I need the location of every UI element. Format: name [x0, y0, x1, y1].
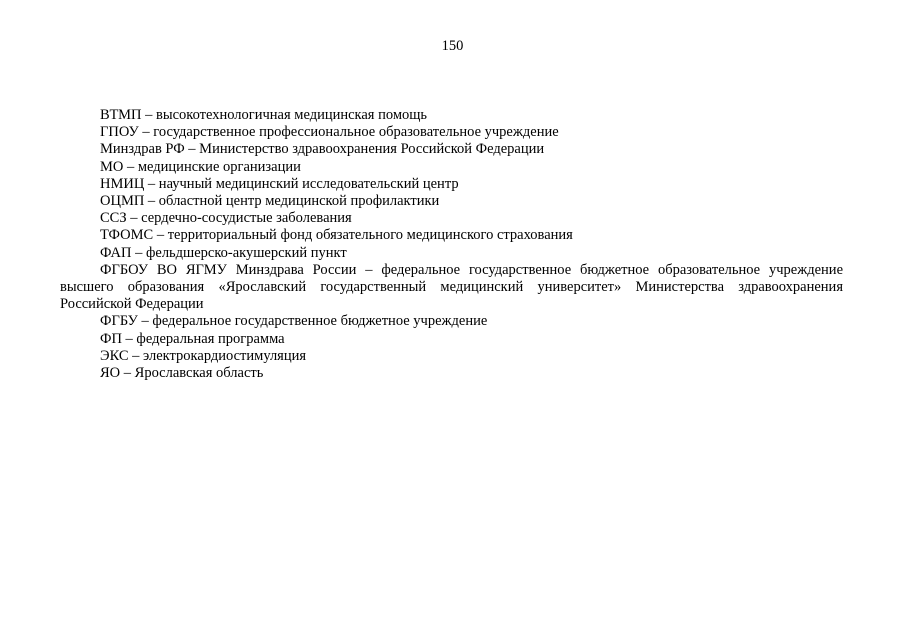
abbreviation-fgbu: ФГБУ – федеральное государственное бюджетное учреждение — [100, 313, 488, 330]
page-number: 150 — [441, 38, 464, 54]
abbreviation-minzdrav-rf: Минздрав РФ – Министерство здравоохранения Российской Федерации — [100, 141, 545, 158]
abbreviation-ocmp: ОЦМП – областной центр медицинской профилактики — [100, 193, 440, 210]
abbreviation-gpou: ГПОУ – государственное профессиональное образовательное учреждение — [100, 124, 559, 141]
abbreviation-yao: ЯО – Ярославская область — [100, 365, 264, 382]
abbreviation-vtmp: ВТМП – высокотехнологичная медицинская помощь — [100, 107, 428, 123]
abbreviation-ssz: ССЗ – сердечно-сосудистые заболевания — [100, 210, 352, 227]
abbreviation-mo: МО – медицинские организации — [100, 158, 301, 175]
abbreviation-fgbou-ygmu: ФГБОУ ВО ЯГМУ Минздрава России – федеральное государственное бюджетное образовательное учреждение высшего образования «Ярославский государственный медицинский университет» Министерства здравоохранения Российской Федерации — [60, 261, 843, 313]
abbreviation-eks: ЭКС – электрокардиостимуляция — [100, 347, 307, 364]
abbreviation-list — [60, 107, 843, 382]
abbreviation-tfoms: ТФОМС – территориальный фонд обязательного медицинского страхования — [100, 227, 573, 244]
abbreviation-fap: ФАП – фельдшерско-акушерский пункт — [100, 244, 347, 261]
abbreviation-nmic: НМИЦ – научный медицинский исследовательский центр — [100, 175, 459, 192]
abbreviation-fp: ФП – федеральная программа — [100, 330, 285, 347]
